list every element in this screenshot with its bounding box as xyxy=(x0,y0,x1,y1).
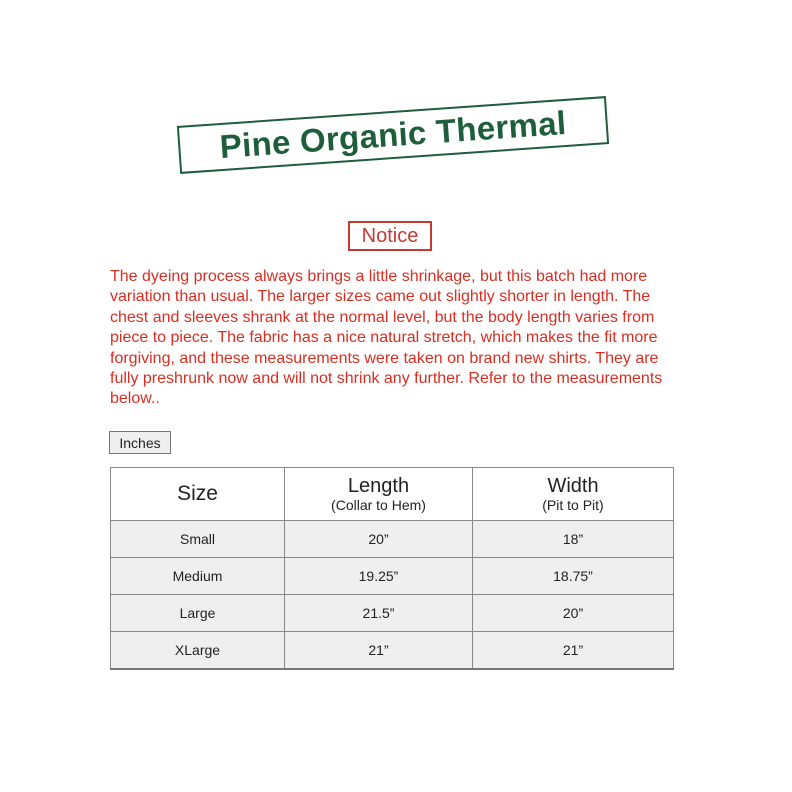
cell-length: 20” xyxy=(285,521,473,558)
cell-length: 19.25” xyxy=(285,558,473,595)
header-width-label: Width xyxy=(547,475,599,497)
cell-width: 18.75” xyxy=(473,558,674,595)
header-size xyxy=(111,468,285,521)
header-length-sublabel: (Collar to Hem) xyxy=(331,497,426,513)
cell-width: 18” xyxy=(473,521,674,558)
notice-body: The dyeing process always brings a little shrinkage, but this batch had more variation than usual. The larger sizes came out slightly shorter in length. The chest and sleeves shrank at the normal level, but the body length varies from piece to piece. The fabric has a nice natural stretch, which makes the fit more forgiving, and these measurements were taken on brand new shirts. They are fully preshrunk now and will not shrink any further. Refer to the measurements below.. xyxy=(110,268,663,408)
header-width-sublabel: (Pit to Pit) xyxy=(542,497,604,513)
cell-width: 21” xyxy=(473,632,674,670)
header-length-label: Length xyxy=(347,475,410,497)
title-banner xyxy=(177,96,609,174)
cell-length: 21” xyxy=(285,632,473,670)
table-row xyxy=(111,558,674,595)
cell-size: Large xyxy=(111,595,285,632)
units-label: Inches xyxy=(109,431,171,454)
cell-size: Medium xyxy=(111,558,285,595)
size-chart-table xyxy=(110,467,674,670)
cell-size: Small xyxy=(111,521,285,558)
cell-size: XLarge xyxy=(111,632,285,670)
table-row xyxy=(111,521,674,558)
page-title: Pine Organic Thermal xyxy=(218,103,568,166)
header-size-label: Size xyxy=(177,482,218,505)
cell-width: 20” xyxy=(473,595,674,632)
header-width xyxy=(473,468,674,521)
table-header-row xyxy=(111,468,674,521)
header-length xyxy=(285,468,473,521)
table-row xyxy=(111,632,674,670)
notice-heading: Notice xyxy=(348,221,432,251)
table-row xyxy=(111,595,674,632)
cell-length: 21.5” xyxy=(285,595,473,632)
